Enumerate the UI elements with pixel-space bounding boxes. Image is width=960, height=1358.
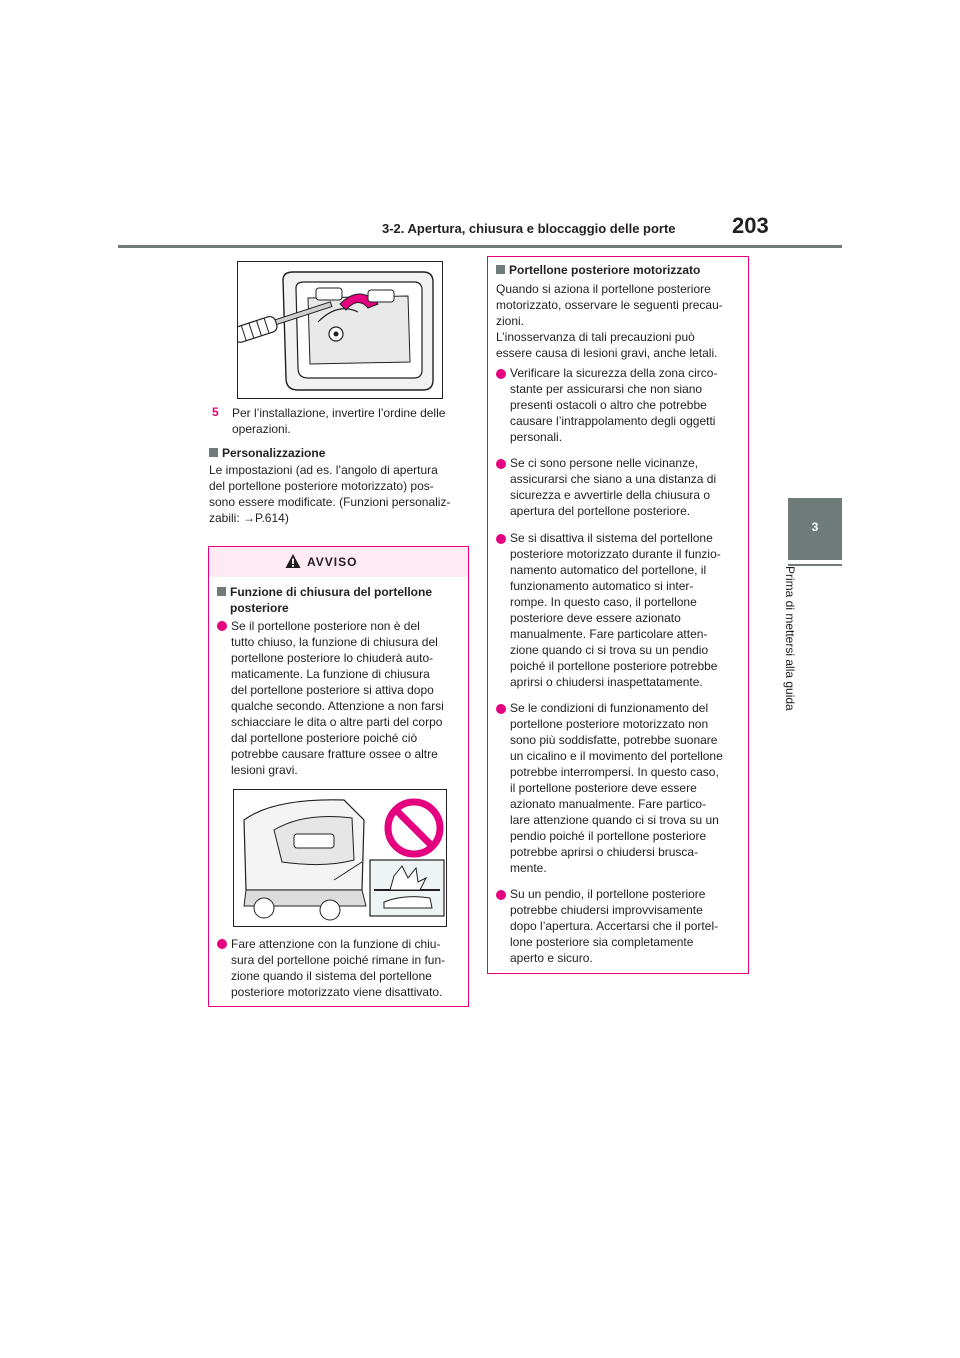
square-bullet-icon [209,448,218,457]
bullet-line: zione quando il sistema del portellone [231,969,432,983]
chapter-title: Prima di mettersi alla guida [783,566,797,711]
right-bullet-2 [510,455,746,519]
right-bullet-5 [510,886,746,966]
customization-text [209,462,467,526]
bullet-line: personali. [510,430,563,444]
bullet-dot-icon [217,621,227,631]
bullet-line: funzionamento automatico si inter- [510,579,694,593]
step-text [232,405,468,437]
bullet-line: dal portellone posteriore poiché ciò [231,731,418,745]
step-line: Per l’installazione, invertire l’ordine delle [232,406,446,420]
warning-bullet-1 [231,618,466,778]
bullet-line: potrebbe interrompersi. In questo caso, [510,765,719,779]
right-bullet-3 [510,530,746,690]
bullet-line: namento automatico del portellone, il [510,563,707,577]
bullet-line: rompe. In questo caso, il portellone [510,595,697,609]
bullet-dot-icon [496,704,506,714]
bullet-line: Verificare la sicurezza della zona circo- [510,366,718,380]
intro-line: L’inosservanza di tali precauzioni può [496,330,695,344]
customization-title: Personalizzazione [222,446,326,460]
bullet-line: qualche secondo. Attenzione a non farsi [231,699,444,713]
bullet-line: sura del portellone poiché rimane in fun- [231,953,446,967]
bullet-line: schiacciare le dita o altre parti del corpo [231,715,443,729]
bullet-dot-icon [496,890,506,900]
warning-bullet-2 [231,936,466,1000]
bullet-line: lone posteriore sia completamente [510,935,694,949]
bullet-line: poiché il portellone posteriore potrebbe [510,659,718,673]
bullet-line: Su un pendio, il portellone posteriore [510,887,706,901]
bullet-line: stante per assicurarsi che non siano [510,382,703,396]
bullet-line: potrebbe chiudersi improvvisamente [510,903,703,917]
bullet-line: Se si disattiva il sistema del portellone [510,531,713,545]
bullet-dot-icon [496,534,506,544]
bullet-line: posteriore motorizzato viene disattivato. [231,985,443,999]
bullet-line: presenti ostacoli o altro che potrebbe [510,398,707,412]
warning-box [208,546,469,1007]
bullet-line: sicurezza e avvertirle della chiusura o [510,488,711,502]
bullet-line: zione quando ci si trova su un pendio [510,643,709,657]
bullet-line: sono più soddisfatte, potrebbe suonare [510,733,718,747]
page-number: 203 [732,213,769,238]
customization-line: Le impostazioni (ad es. l’angolo di apertura [209,463,438,477]
bullet-dot-icon [217,939,227,949]
warning-header [209,547,468,577]
tailgate-pinch-illustration [234,790,446,926]
warning-section-heading [217,584,462,616]
bullet-line: il portellone posteriore deve essere [510,781,697,795]
warning-section-title-line: Funzione di chiusura del portellone [230,585,433,599]
warning-section-title-line: posteriore [230,601,289,615]
illustration-tailgate-pinch-hazard [233,789,447,927]
bullet-line: dopo l’apertura. Accertarsi che il portel- [510,919,719,933]
customization-line: del portellone posteriore motorizzato) pos- [209,479,434,493]
bullet-line: causare l’intrappolamento degli oggetti [510,414,716,428]
bullet-line: assicurarsi che siano a una distanza di [510,472,717,486]
section-header: 3-2. Apertura, chiusura e bloccaggio delle porte [382,221,676,236]
step-line: operazioni. [232,422,291,436]
customization-heading [209,445,325,461]
bullet-line: azionato manualmente. Fare partico- [510,797,707,811]
warning-label: AVVISO [307,555,358,569]
bullet-line: un cicalino e il movimento del portellone [510,749,723,763]
bullet-line: potrebbe causare fratture ossee o altre [231,747,438,761]
chapter-number: 3 [811,520,819,534]
right-section-heading [496,262,700,278]
step-number: 5 [212,405,219,419]
bullet-line: apertura del portellone posteriore. [510,504,691,518]
bullet-line: del portellone posteriore si attiva dopo [231,683,434,697]
bullet-line: Se ci sono persone nelle vicinanze, [510,456,699,470]
bullet-line: portellone posteriore lo chiuderà auto- [231,651,434,665]
bullet-line: Se le condizioni di funzionamento del [510,701,709,715]
bullet-line: manualmente. Fare particolare atten- [510,627,708,641]
bullet-line: mente. [510,861,547,875]
screwdriver-cover-illustration [238,262,442,398]
bullet-line: maticamente. La funzione di chiusura [231,667,430,681]
warning-triangle-icon [285,553,301,569]
customization-line-with-link[interactable]: zabili: →P.614) [209,511,289,525]
power-tailgate-precautions-box [487,256,749,974]
bullet-line: aprirsi o chiudersi inaspettatamente. [510,675,703,689]
bullet-line: lare attenzione quando ci si trova su un [510,813,719,827]
chapter-tab [788,498,842,560]
intro-line: zioni. [496,314,525,328]
bullet-dot-icon [496,459,506,469]
illustration-cover-removal [237,261,443,399]
intro-line: essere causa di lesioni gravi, anche letali. [496,346,718,360]
bullet-line: portellone posteriore motorizzato non [510,717,709,731]
right-section-title: Portellone posteriore motorizzato [509,263,701,277]
bullet-dot-icon [496,369,506,379]
bullet-line: potrebbe aprirsi o chiudersi brusca- [510,845,699,859]
intro-line: motorizzato, osservare le seguenti precau- [496,298,723,312]
right-bullet-4 [510,700,746,876]
bullet-line: pendio poiché il portellone posteriore [510,829,707,843]
header-rule [118,245,842,248]
square-bullet-icon [496,265,505,274]
square-bullet-icon [217,587,226,596]
intro-line: Quando si aziona il portellone posteriore [496,282,711,296]
bullet-line: posteriore deve essere azionato [510,611,681,625]
bullet-line: lesioni gravi. [231,763,298,777]
customization-line: sono essere modificate. (Funzioni personaliz- [209,495,451,509]
right-intro [496,281,744,361]
bullet-line: posteriore motorizzato durante il funzio- [510,547,721,561]
chapter-title-vertical [783,566,807,736]
bullet-line: Se il portellone posteriore non è del [231,619,420,633]
right-bullet-1 [510,365,746,445]
bullet-line: Fare attenzione con la funzione di chiu- [231,937,441,951]
bullet-line: aperto e sicuro. [510,951,593,965]
bullet-line: tutto chiuso, la funzione di chiusura del [231,635,438,649]
